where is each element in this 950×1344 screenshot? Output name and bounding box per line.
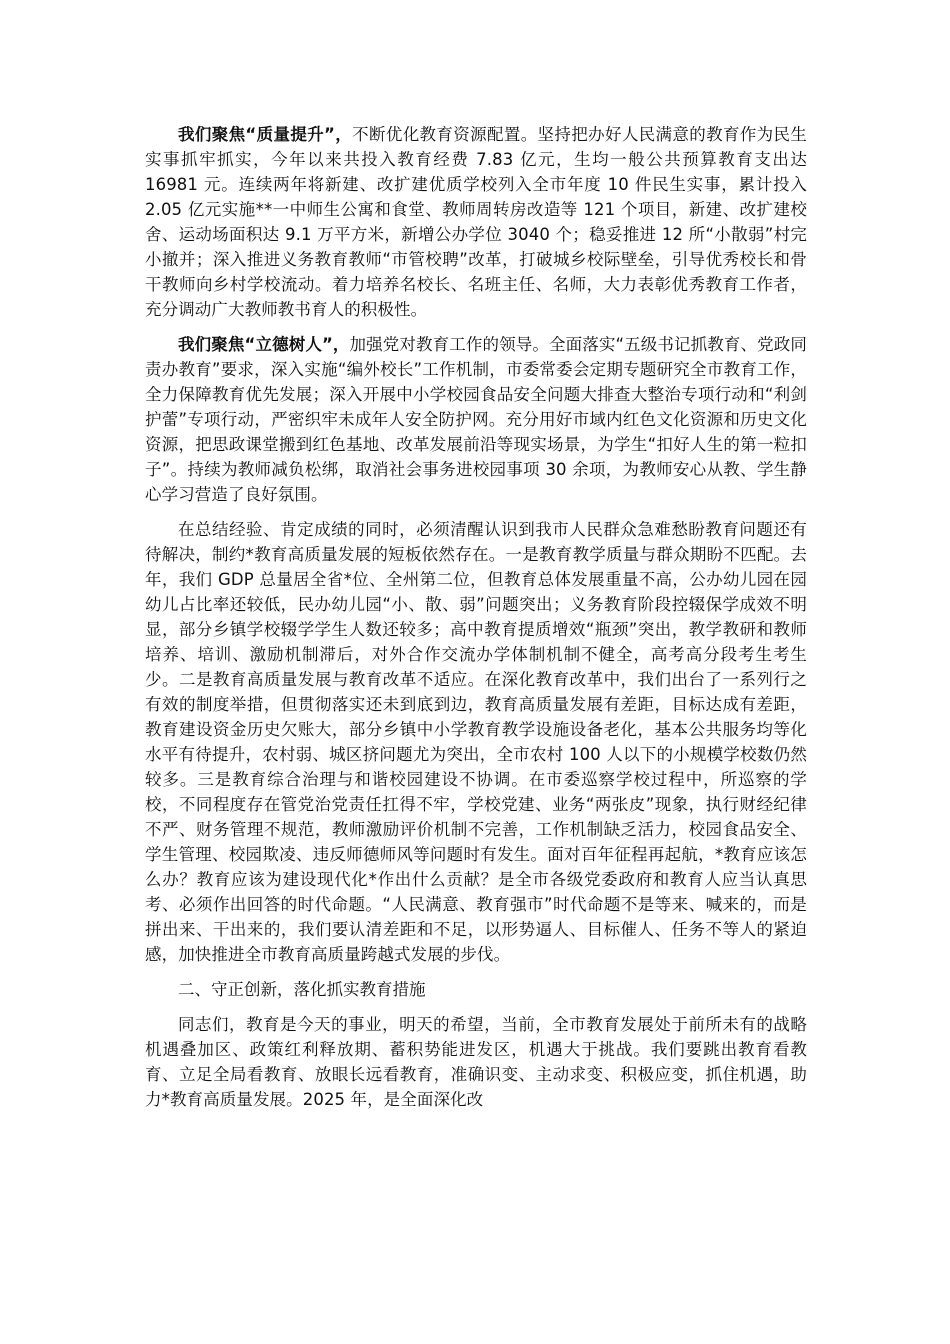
section-heading: 二、守正创新，落化抓实教育措施 bbox=[178, 980, 426, 999]
paragraph-lead: 我们聚焦“质量提升”， bbox=[178, 125, 353, 144]
paragraph-lead: 我们聚焦“立德树人”， bbox=[178, 335, 350, 354]
paragraph-text: 在总结经验、肯定成绩的同时，必须清醒认识到我市人民群众急难愁盼教育问题还有待解决，制约*教育高质量发展的短板依然存在。一是教育教学质量与群众期盼不匹配。去年，我们 GDP 总量居全省*位、全州第二位，但教育总体发展重量不高，公办幼儿园在园幼儿占比率还较低，民办幼儿园“小、散、弱”问题突出；义务教育阶段控辍保学成效不明显，部分乡镇学校辍学学生人数还较多；高中教育提质增效“瓶颈”突出，教学教研和教师培养、培训、激励机制滞后，对外合作交流办学体制机制不健全，高考高分段考生考生少。二是教育高质量发展与教育改革不适应。在深化教育改革中，我们出台了一系列行之有效的制度举措，但贯彻落实还未到底到边，教育高质量发展有差距，目标达成有差距，教育建设资金历史欠账大，部分乡镇中小学教育教学设施设备老化，基本公共服务均等化水平有待提升，农村弱、城区挤问题尤为突出，全市农村 100 人以下的小规模学校数仍然较多。三是教育综合治理与和谐校园建设不协调。在市委巡察学校过程中，所巡察的学校，不同程度存在管党治党责任扛得不牢，学校党建、业务“两张皮”现象，执行财经纪律不严、财务管理不规范，教师激励评价机制不完善，工作机制缺乏活力，校园食品安全、学生管理、校园欺凌、违反师德师风等问题时有发生。面对百年征程再起航，*教育应该怎么办？教育应该为建设现代化*作出什么贡献？是全市各级党委政府和教育人应当认真思考、必须作出回答的时代命题。“人民满意、教育强市”时代命题不是等来、喊来的，而是拼出来、干出来的，我们要认清差距和不足，以形势逼人、目标催人、任务不等人的紧迫感，加快推进全市教育高质量跨越式发展的步伐。 bbox=[145, 520, 807, 964]
paragraph-problems bbox=[145, 517, 807, 967]
paragraph-text: 不断优化教育资源配置。坚持把办好人民满意的教育作为民生实事抓牢抓实，今年以来共投入教育经费 7.83 亿元，生均一般公共预算教育支出达 16981 元。连续两年将新建、改扩建优质学校列入全市年度 10 件民生实事，累计投入 2.05 亿元实施**一中师生公寓和食堂、教师周转房改造等 121 个项目，新建、改扩建校舍、运动场面积达 9.1 万平方米，新增公办学位 3040 个；稳妥推进 12 所“小散弱”村完小撤并；深入推进义务教育教师“市管校聘”改革，打破城乡校际壁垒，引导优秀校长和骨干教师向乡村学校流动。着力培养名校长、名班主任、名师，大力表彰优秀教育工作者，充分调动广大教师教书育人的积极性。 bbox=[145, 125, 808, 319]
paragraph-quality bbox=[145, 122, 807, 322]
paragraph-closing: 同志们，教育是今天的事业，明天的希望，当前，全市教育发展处于前所未有的战略机遇叠加区、政策红利释放期、蓄积势能进发区，机遇大于挑战。我们要跳出教育看教育、立足全局看教育、放眼长远看教育，准确识变、主动求变、积极应变，抓住机遇，助力*教育高质量发展。2025 年，是全面深化改 bbox=[145, 1015, 807, 1109]
document-page bbox=[145, 122, 807, 1122]
paragraph-text: 加强党对教育工作的领导。全面落实“五级书记抓教育、党政同责办教育”要求，深入实施“编外校长”工作机制，市委常委会定期专题研究全市教育工作，全力保障教育优先发展；深入开展中小学校园食品安全问题大排查大整治专项行动和“利剑护蕾”专项行动，严密织牢未成年人安全防护网。充分用好市域内红色文化资源和历史文化资源，把思政课堂搬到红色基地、改革发展前沿等现实场景，为学生“扣好人生的第一粒扣子”。持续为教师减负松绑，取消社会事务进校园事项 30 余项，为教师安心从教、学生静心学习营造了良好氛围。 bbox=[145, 335, 807, 504]
paragraph-moral bbox=[145, 332, 807, 507]
